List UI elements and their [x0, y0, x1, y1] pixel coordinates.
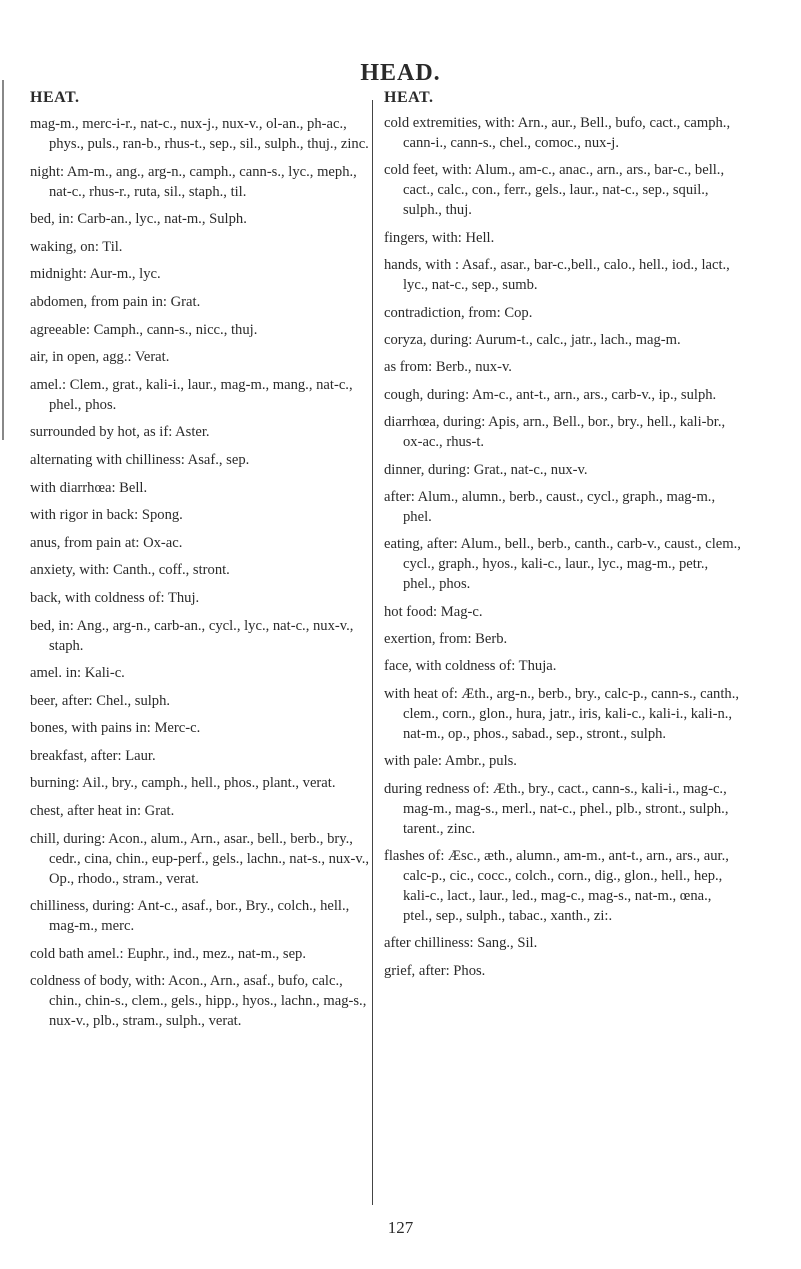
index-entry: night: Am-m., ang., arg-n., camph., cann-s., lyc., meph., nat-c., rhus-r., ruta, sil., staph., til.: [30, 163, 357, 200]
index-entry: fingers, with: Hell.: [384, 229, 495, 246]
index-entry: eating, after: Alum., bell., berb., canth., carb-v., caust., clem., cycl., graph., hyos., kali-c., laur., lyc., mag-m., petr., phel., phos.: [384, 536, 741, 593]
right-column-heading: HEAT.: [384, 89, 434, 106]
left-entry-list: [30, 114, 375, 1031]
index-entry: coldness of body, with: Acon., Arn., asaf., bufo, calc., chin., chin-s., clem., gels., hipp., hyos., lachn., mag-s., nux-v., plb., stram., sulph., verat.: [30, 973, 367, 1030]
index-entry: chest, after heat in: Grat.: [30, 803, 175, 820]
index-entry: bones, with pains in: Merc-c.: [30, 720, 201, 737]
index-entry: dinner, during: Grat., nat-c., nux-v.: [384, 461, 588, 478]
index-entry: chilliness, during: Ant-c., asaf., bor., Bry., colch., hell., mag-m., merc.: [30, 898, 350, 935]
index-entry: back, with coldness of: Thuj.: [30, 589, 200, 606]
index-entry: abdomen, from pain in: Grat.: [30, 293, 201, 310]
index-entry: exertion, from: Berb.: [384, 631, 508, 648]
page-edge-shadow: [2, 80, 4, 440]
index-entry: diarrhœa, during: Apis, arn., Bell., bor., bry., hell., kali-br., ox-ac., rhus-t.: [384, 414, 726, 451]
index-entry: with heat of: Æth., arg-n., berb., bry., calc-p., cann-s., canth., clem., corn., glon., hura, jatr., iris, kali-c., kali-i., kali-n., nat-m., op., phos., sabad., sep., stront., sulph.: [384, 685, 740, 742]
index-entry: during redness of: Æth., bry., cact., cann-s., kali-i., mag-c., mag-m., mag-s., merl., nat-c., phel., plb., stront., sulph., tarent., zinc.: [384, 780, 729, 837]
index-entry: bed, in: Ang., arg-n., carb-an., cycl., lyc., nat-c., nux-v., staph.: [30, 617, 354, 654]
index-entry: breakfast, after: Laur.: [30, 747, 156, 764]
index-entry: cough, during: Am-c., ant-t., arn., ars., carb-v., ip., sulph.: [384, 386, 717, 403]
index-entry: waking, on: Til.: [30, 238, 123, 255]
index-entry: anxiety, with: Canth., coff., stront.: [30, 562, 230, 579]
index-entry: hot food: Mag-c.: [384, 603, 483, 620]
index-entry: with pale: Ambr., puls.: [384, 753, 517, 770]
index-entry: face, with coldness of: Thuja.: [384, 658, 557, 675]
index-entry: cold bath amel.: Euphr., ind., mez., nat-m., sep.: [30, 945, 306, 962]
index-entry: after chilliness: Sang., Sil.: [384, 935, 538, 952]
index-entry: chill, during: Acon., alum., Arn., asar., bell., berb., bry., cedr., cina, chin., eup-perf., gels., lachn., nat-s., nux-v., Op., rhodo., stram., verat.: [30, 830, 370, 887]
index-entry: mag-m., merc-i-r., nat-c., nux-j., nux-v., ol-an., ph-ac., phys., puls., ran-b., rhus-t., sep., sil., sulph., thuj., zinc.: [30, 116, 369, 152]
index-entry: burning: Ail., bry., camph., hell., phos., plant., verat.: [30, 775, 336, 792]
index-entry: bed, in: Carb-an., lyc., nat-m., Sulph.: [30, 211, 247, 228]
right-entry-list: [384, 113, 744, 981]
index-entry: anus, from pain at: Ox-ac.: [30, 534, 183, 551]
index-entry: surrounded by hot, as if: Aster.: [30, 424, 210, 441]
index-entry: flashes of: Æsc., æth., alumn., am-m., ant-t., arn., ars., aur., calc-p., cic., cocc., colch., corn., dig., glon., hell., hep., kali-c., lact., laur., led., mag-c., mag-s., nat-m., œna., ptel., sep., sulph., tabac., xanth., zi:.: [384, 848, 729, 925]
index-entry: coryza, during: Aurum-t., calc., jatr., lach., mag-m.: [384, 331, 681, 348]
index-entry: with rigor in back: Spong.: [30, 507, 183, 524]
left-column: [30, 88, 375, 1039]
running-header: HEAD.: [360, 60, 441, 86]
index-entry: grief, after: Phos.: [384, 962, 486, 979]
index-entry: as from: Berb., nux-v.: [384, 359, 512, 376]
index-entry: after: Alum., alumn., berb., caust., cycl., graph., mag-m., phel.: [384, 488, 716, 525]
index-entry: amel. in: Kali-c.: [30, 665, 125, 682]
right-column: [384, 88, 744, 988]
index-entry: amel.: Clem., grat., kali-i., laur., mag-m., mang., nat-c., phel., phos.: [30, 376, 353, 413]
left-column-heading: HEAT.: [30, 89, 80, 106]
index-entry: cold feet, with: Alum., am-c., anac., arn., ars., bar-c., bell., cact., calc., con., ferr., gels., laur., nat-c., sep., squil., sulph., thuj.: [384, 162, 725, 219]
index-entry: with diarrhœa: Bell.: [30, 479, 148, 496]
index-entry: cold extremities, with: Arn., aur., Bell., bufo, cact., camph., cann-i., cann-s., chel., comoc., nux-j.: [384, 115, 731, 151]
index-entry: air, in open, agg.: Verat.: [30, 349, 170, 366]
page-number: 127: [387, 1218, 414, 1237]
index-entry: beer, after: Chel., sulph.: [30, 692, 171, 709]
index-entry: midnight: Aur-m., lyc.: [30, 266, 161, 283]
index-entry: alternating with chilliness: Asaf., sep.: [30, 451, 250, 468]
index-entry: hands, with : Asaf., asar., bar-c.,bell., calo., hell., iod., lact., lyc., nat-c., sep., sumb.: [384, 257, 730, 294]
index-entry: contradiction, from: Cop.: [384, 304, 533, 321]
index-entry: agreeable: Camph., cann-s., nicc., thuj.: [30, 321, 258, 338]
